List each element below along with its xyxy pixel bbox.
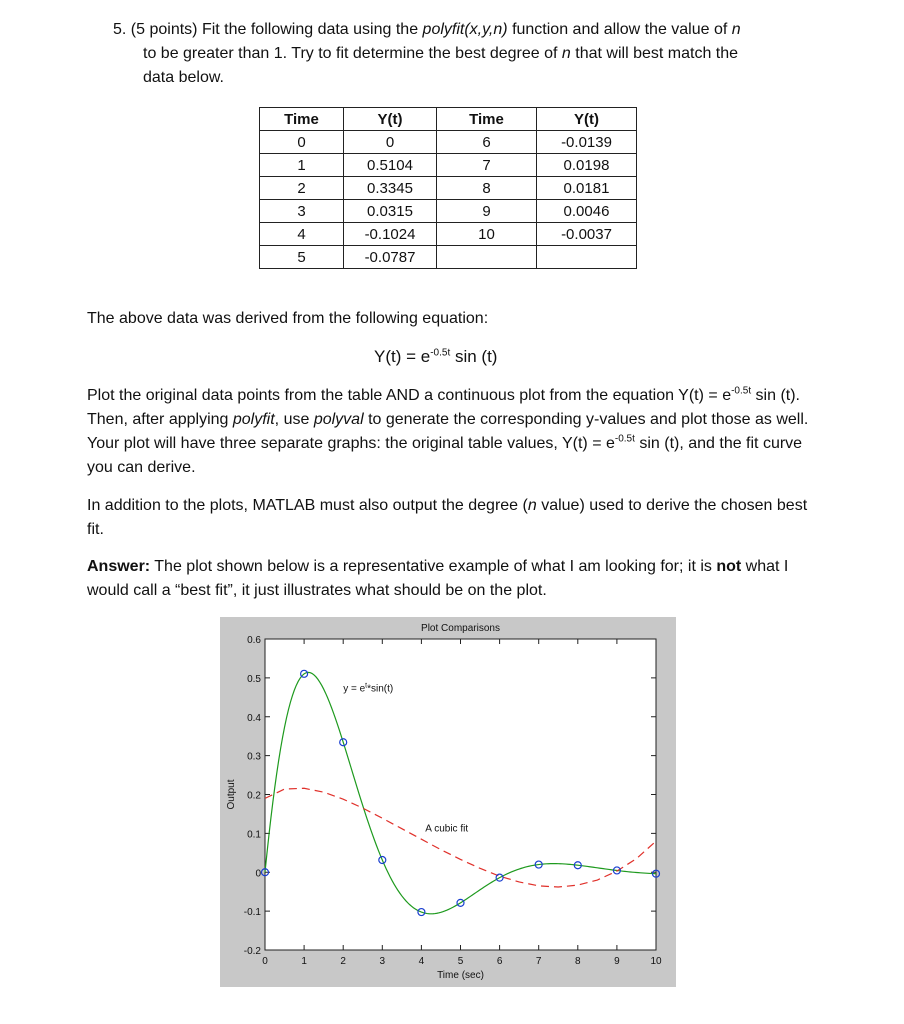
- answer-not: not: [716, 558, 742, 575]
- annotation-equation: $y = e^t*\sin(t)$: [343, 682, 394, 695]
- n-variable: n: [527, 497, 537, 514]
- question-text-1: Fit the following data using the: [201, 21, 419, 38]
- addition-paragraph: [87, 494, 817, 542]
- instr-text: Plot the original data points from the table AND a continuous plot from the equation Y(t) = e: [87, 387, 732, 404]
- table-row: [260, 246, 637, 269]
- annotation-cubic-fit: A cubic fit: [425, 823, 469, 835]
- addition-text: In addition to the plots, MATLAB must also output the degree (: [87, 497, 528, 514]
- instr-text: sin (t), and the fit curve you can derive.: [87, 435, 803, 476]
- table-cell: 10: [437, 223, 537, 246]
- y-tick-label: 0.4: [247, 712, 261, 724]
- x-tick-label: 5: [457, 956, 464, 967]
- x-tick-label: 8: [575, 956, 581, 967]
- y-tick-label: 0.5: [247, 673, 261, 685]
- table-cell: 0.0315: [344, 200, 437, 223]
- instr-text: , use: [274, 411, 314, 428]
- table-cell: 1: [260, 154, 344, 177]
- table-header-row: [260, 108, 637, 131]
- table-row: [260, 154, 637, 177]
- answer-text: what I would call a “best fit”, it just illustrates what should be on the plot.: [87, 558, 789, 599]
- table-cell: 0.0046: [537, 200, 637, 223]
- table-cell: 0.0198: [537, 154, 637, 177]
- table-cell: 8: [437, 177, 537, 200]
- data-table: [259, 107, 637, 269]
- table-cell: 0.3345: [344, 177, 437, 200]
- addition-text: value) used to derive the chosen best fit.: [87, 497, 808, 538]
- x-tick-label: 9: [614, 956, 620, 967]
- y-tick-label: 0.2: [247, 790, 261, 802]
- equation-rhs: sin (t): [450, 347, 498, 366]
- polyval-term: polyval: [313, 411, 364, 428]
- instr-exponent: -0.5t: [614, 433, 635, 445]
- instr-text: to generate the corresponding y-values and plot those as well. Your plot will have three separate graphs: the original table values, Y(t) = e: [87, 411, 809, 452]
- equation: [374, 345, 497, 369]
- x-tick-label: 10: [650, 956, 662, 967]
- question-number: 5.: [113, 21, 127, 38]
- table-cell: 0: [260, 131, 344, 154]
- question-text-5: data below.: [143, 69, 224, 86]
- y-tick-label: -0.1: [243, 907, 261, 919]
- y-tick-label: 0.3: [247, 751, 261, 763]
- table-cell: [437, 246, 537, 269]
- table-header: Time: [437, 108, 537, 131]
- table-cell: 6: [437, 131, 537, 154]
- instr-exponent: -0.5t: [731, 385, 752, 397]
- y-tick-label: -0.2: [243, 946, 261, 957]
- n-variable: n: [731, 21, 741, 38]
- question-text: [113, 18, 803, 90]
- derived-text: The above data was derived from the following equation:: [87, 310, 489, 327]
- y-tick-label: 0.1: [247, 829, 261, 841]
- table-cell: [537, 246, 637, 269]
- question-text-3: to be greater than 1. Try to fit determine the best degree of: [143, 45, 558, 62]
- question-points: (5 points): [130, 21, 198, 38]
- table-cell: 4: [260, 223, 344, 246]
- table-row: [260, 223, 637, 246]
- plot-figure: [220, 617, 676, 987]
- n-variable: n: [561, 45, 571, 62]
- table-cell: 0.0181: [537, 177, 637, 200]
- table-cell: 0: [344, 131, 437, 154]
- x-tick-label: 6: [496, 956, 503, 967]
- equation-lhs: Y(t) = e: [374, 347, 431, 366]
- y-tick-label: 0: [255, 868, 261, 880]
- x-tick-label: 2: [340, 956, 346, 967]
- answer-paragraph: [87, 555, 817, 603]
- x-tick-label: 4: [418, 956, 425, 967]
- table-cell: -0.1024: [344, 223, 437, 246]
- x-tick-label: 3: [379, 956, 386, 967]
- x-tick-label: 7: [535, 956, 542, 967]
- table-header: Y(t): [344, 108, 437, 131]
- table-cell: 7: [437, 154, 537, 177]
- chart-title: Plot Comparisons: [421, 623, 500, 634]
- table-row: [260, 200, 637, 223]
- table-cell: 3: [260, 200, 344, 223]
- table-cell: -0.0139: [537, 131, 637, 154]
- polyfit-function-name: polyfit(x,y,n): [422, 21, 508, 38]
- answer-label: Answer:: [87, 558, 151, 575]
- table-header: Time: [260, 108, 344, 131]
- y-tick-label: 0.6: [247, 635, 261, 646]
- table-cell: 2: [260, 177, 344, 200]
- polyfit-term: polyfit: [232, 411, 275, 428]
- plot-chart: [220, 617, 676, 987]
- instructions-paragraph: [87, 384, 817, 480]
- table-row: [260, 177, 637, 200]
- table-row: [260, 131, 637, 154]
- x-axis-label: Time (sec): [437, 970, 484, 981]
- y-axis-label: Output: [226, 779, 237, 810]
- instr-text: sin (t). Then, after applying: [87, 387, 800, 428]
- table-cell: 5: [260, 246, 344, 269]
- table-header: Y(t): [537, 108, 637, 131]
- table-cell: 0.5104: [344, 154, 437, 177]
- equation-exponent: -0.5t: [430, 347, 451, 359]
- table-cell: -0.0037: [537, 223, 637, 246]
- question-text-4: that will best match the: [575, 45, 739, 62]
- table-cell: 9: [437, 200, 537, 223]
- table-cell: -0.0787: [344, 246, 437, 269]
- question-text-2: function and allow the value of: [512, 21, 728, 38]
- answer-text: The plot shown below is a representative example of what I am looking for; it is: [150, 558, 717, 575]
- x-tick-label: 0: [262, 956, 268, 967]
- x-tick-label: 1: [301, 956, 307, 967]
